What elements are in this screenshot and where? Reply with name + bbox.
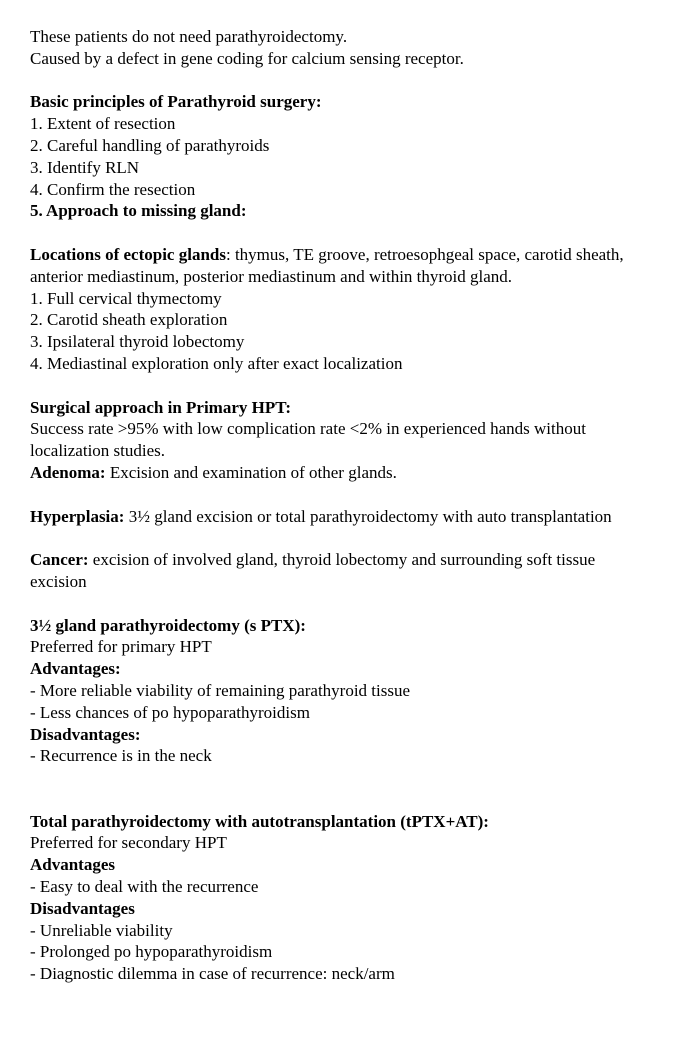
text-run: - Prolonged po hypoparathyroidism (30, 942, 273, 962)
text-run: - More reliable viability of remaining parathyroid tissue (30, 680, 411, 700)
list-item (30, 288, 700, 310)
text-run: 1. Full cervical thymectomy (30, 288, 222, 308)
text-run: - Easy to deal with the recurrence (30, 877, 259, 897)
text-run: 2. Careful handling of parathyroids (30, 135, 270, 155)
paragraph (30, 266, 700, 288)
bullet-item (30, 745, 700, 767)
text-run: - Unreliable viability (30, 920, 173, 940)
paragraph (30, 48, 700, 70)
document-body (30, 26, 700, 985)
text-run: excision of involved gland, thyroid lobectomy and surrounding soft tissue (88, 550, 596, 570)
paragraph (30, 571, 700, 593)
list-item (30, 331, 700, 353)
bullet-item (30, 941, 700, 963)
paragraph (30, 26, 700, 48)
paragraph (30, 418, 700, 440)
text-run: Preferred for primary HPT (30, 637, 212, 657)
list-item-heading (30, 200, 700, 222)
text-run: These patients do not need parathyroidectomy. (30, 27, 348, 46)
text-run: 3½ gland excision or total parathyroidectomy with auto transplantation (124, 506, 612, 526)
labeled-paragraph (30, 549, 700, 571)
subheading (30, 658, 700, 680)
bold-text-run: Disadvantages (30, 898, 135, 918)
paragraph (30, 440, 700, 462)
bullet-item (30, 963, 700, 985)
bold-text-run: Disadvantages: (30, 724, 141, 744)
paragraph (30, 832, 700, 854)
text-run: Excision and examination of other glands. (105, 462, 397, 482)
text-run: : thymus, TE groove, retroesophgeal space, carotid sheath, (225, 244, 624, 264)
text-run: Preferred for secondary HPT (30, 833, 227, 853)
text-run: - Less chances of po hypoparathyroidism (30, 702, 310, 722)
text-run: 3. Ipsilateral thyroid lobectomy (30, 332, 245, 352)
text-run: 3. Identify RLN (30, 157, 140, 177)
list-item (30, 179, 700, 201)
bold-text-run: 3½ gland parathyroidectomy (s PTX): (30, 615, 306, 635)
list-item (30, 353, 700, 375)
subheading (30, 724, 700, 746)
text-run: 2. Carotid sheath exploration (30, 310, 228, 330)
labeled-paragraph (30, 506, 700, 528)
text-run: anterior mediastinum, posterior mediastinum and within thyroid gland. (30, 266, 513, 286)
labeled-paragraph (30, 244, 700, 266)
text-run: - Diagnostic dilemma in case of recurrence: neck/arm (30, 964, 395, 984)
section-heading (30, 811, 700, 833)
labeled-paragraph (30, 462, 700, 484)
bullet-item (30, 876, 700, 898)
text-run: Caused by a defect in gene coding for calcium sensing receptor. (30, 48, 464, 68)
text-run: localization studies. (30, 441, 166, 461)
bold-text-run: Cancer: (30, 550, 89, 570)
bullet-item (30, 680, 700, 702)
list-item (30, 309, 700, 331)
list-item (30, 135, 700, 157)
section-heading (30, 615, 700, 637)
subheading (30, 898, 700, 920)
text-run: 4. Mediastinal exploration only after exact localization (30, 353, 403, 373)
text-run: - Recurrence is in the neck (30, 746, 212, 766)
section-heading (30, 397, 700, 419)
list-item (30, 113, 700, 135)
bullet-item (30, 920, 700, 942)
text-run: 4. Confirm the resection (30, 179, 196, 199)
bold-text-run: Surgical approach in Primary HPT: (30, 397, 291, 417)
paragraph (30, 636, 700, 658)
bold-text-run: Locations of ectopic glands (30, 244, 226, 264)
bold-text-run: Hyperplasia: (30, 506, 125, 526)
list-item (30, 157, 700, 179)
bold-text-run: Adenoma: (30, 462, 106, 482)
bullet-item (30, 702, 700, 724)
text-run: excision (30, 571, 87, 591)
bold-text-run: 5. Approach to missing gland: (30, 201, 247, 221)
bold-text-run: Basic principles of Parathyroid surgery: (30, 92, 322, 112)
section-heading (30, 91, 700, 113)
bold-text-run: Total parathyroidectomy with autotransplantation (tPTX+AT): (30, 811, 489, 831)
subheading (30, 854, 700, 876)
text-run: 1. Extent of resection (30, 114, 176, 134)
text-run: Success rate >95% with low complication rate <2% in experienced hands without (30, 419, 586, 439)
bold-text-run: Advantages: (30, 659, 121, 679)
bold-text-run: Advantages (30, 855, 116, 875)
